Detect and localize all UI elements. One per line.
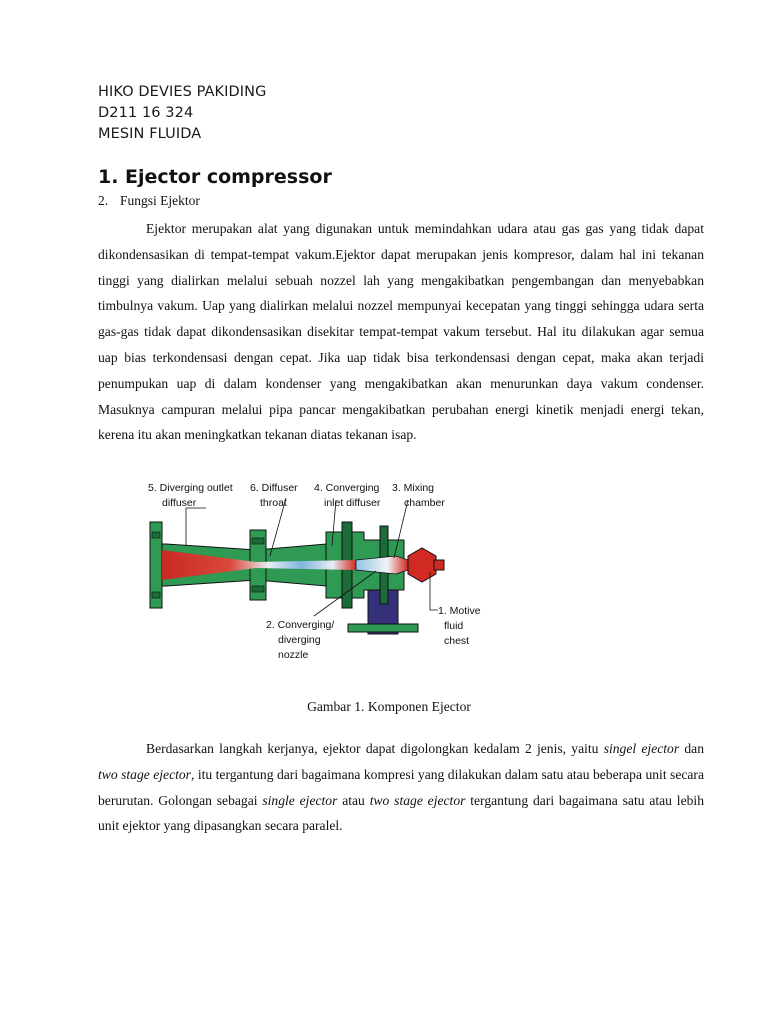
- course-name: MESIN FLUIDA: [98, 126, 202, 142]
- label-3-line-1: 3. Mixing: [392, 482, 435, 494]
- inlet-flange: [348, 624, 418, 632]
- label-3-line-2: chamber: [404, 497, 445, 509]
- paragraph-ejector-types: [98, 736, 704, 839]
- subheading-text: Fungsi Ejektor: [120, 193, 200, 208]
- label-2-line-2: diverging: [278, 634, 321, 646]
- label-4-line-1: 4. Converging: [314, 482, 380, 494]
- paragraph-2-text-4: atau: [337, 792, 370, 808]
- paragraph-2-text-1: Berdasarkan langkah kerjanya, ejektor dapat digolongkan kedalam 2 jenis, yaitu: [146, 741, 604, 756]
- subheading-number: 2.: [98, 193, 109, 208]
- label-4-line-2: inlet diffuser: [324, 497, 381, 509]
- author-name: HIKO DEVIES PAKIDING: [98, 84, 267, 100]
- ejector-diagram-svg: [146, 476, 481, 666]
- label-2-line-1: 2. Converging/: [266, 619, 335, 631]
- term-single-ejector: single ejector: [262, 792, 338, 808]
- paragraph-2-text-2: dan: [679, 741, 704, 756]
- label-1-line-2: fluid: [444, 620, 464, 632]
- paragraph-1-text: Ejektor merupakan alat yang digunakan untuk memindahkan udara atau gas gas yang tidak dapat dikondensasikan di tempat-tempat vakum.Ejektor dapat merupakan jenis kompresor, dalam hal ini tekanan tinggi yang dialirkan melalui sebuah nozzel lah yang mengakibatkan pengembangan dan menyebabkan timbulnya vakum. Uap yang dialirkan melalui nozzel mempunyai kecepatan yang tinggi sehingga udara serta gas-gas tidak dapat dikondensasikan disekitar tempat-tempat vakum tersebut. Hal itu dilakukan agar semua uap bias terkondensasi dengan cepat. Jika uap tidak bisa terkondensasi dengan cepat, maka akan terjadi penumpukan uap di dalam kondenser yang mengakibatkan akan menurunkan daya vakum condenser. Masuknya campuran melalui pipa pancar mengakibatkan perubahan energi kinetik menjadi energi tekan, kerena itu akan meningkatkan tekanan diatas tekanan isap.: [98, 221, 704, 443]
- student-id: D211 16 324: [98, 105, 194, 121]
- subheading: [98, 193, 200, 209]
- term-two-stage-ejector: two stage ejector: [98, 766, 191, 782]
- term-singel-ejector: singel ejector: [603, 741, 680, 756]
- paragraph-ejector-function: [98, 216, 704, 448]
- label-1-line-1: 1. Motive: [438, 605, 481, 617]
- label-6-line-1: 6. Diffuser: [250, 482, 298, 494]
- paragraph-2-text-3: , itu tergantung dari bagaimana kompresi yang dilakukan dalam satu atau beberapa unit secara berurutan. Golongan sebagai: [98, 766, 704, 808]
- label-5-line-2: diffuser: [162, 497, 197, 509]
- label-5-line-1: 5. Diverging outlet: [148, 482, 233, 494]
- ejector-diagram: [146, 476, 481, 666]
- label-6-line-2: throat: [260, 497, 287, 509]
- term-two-stage-ejector-2: two stage ejector: [369, 792, 466, 808]
- section-heading: 1. Ejector compressor: [98, 166, 332, 188]
- motive-fluid-chest: [408, 548, 436, 582]
- author-header: [98, 82, 266, 145]
- label-1-line-3: chest: [444, 635, 470, 647]
- figure-caption: Gambar 1. Komponen Ejector: [307, 699, 471, 714]
- paragraph-2-text-5: tergantung dari bagaimana satu atau lebih unit ejektor yang dipasangkan secara paralel.: [98, 792, 704, 834]
- motive-connection: [434, 560, 444, 570]
- label-2-line-3: nozzle: [278, 649, 309, 661]
